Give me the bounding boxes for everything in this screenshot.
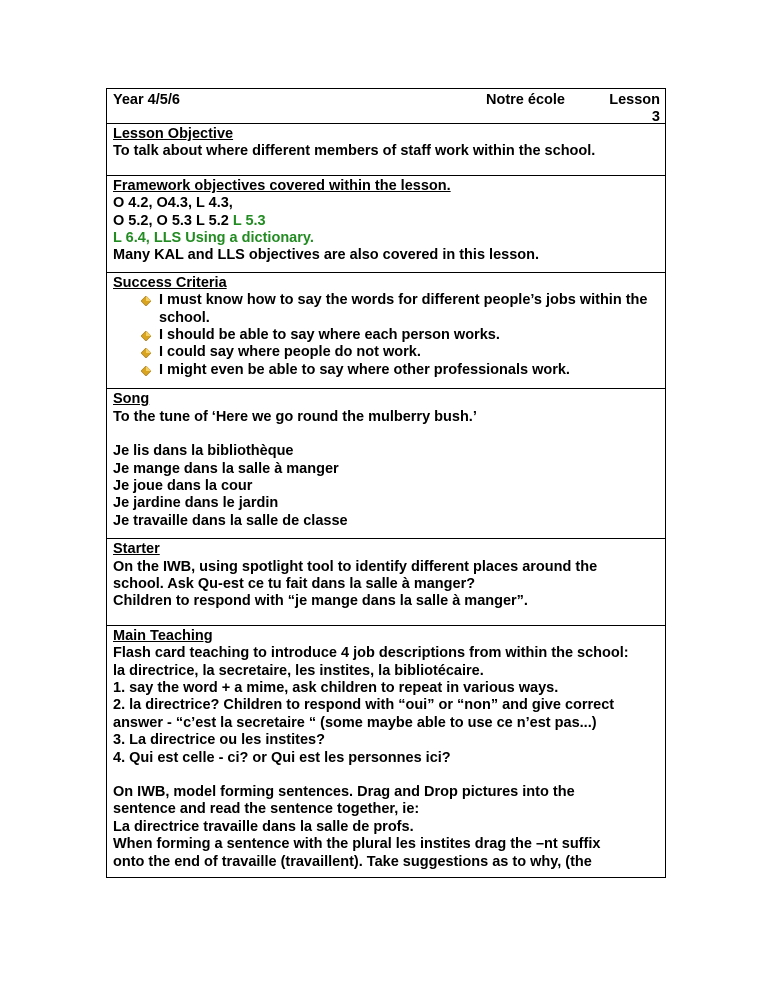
main-line: onto the end of travaille (travaillent). Take suggestions as to why, (the bbox=[113, 853, 592, 870]
main-line: 2. la directrice? Children to respond with “oui” or “non” and give correct bbox=[113, 697, 615, 714]
main-line: Flash card teaching to introduce 4 job descriptions from within the school: bbox=[113, 645, 629, 662]
diamond-bullet-icon bbox=[141, 366, 151, 376]
success-list bbox=[113, 292, 660, 379]
main-line: la directrice, la secretaire, les instites, la bibliotécaire. bbox=[113, 662, 484, 679]
framework-line-2-green: L 5.3 bbox=[232, 212, 266, 229]
framework-line-4: Many KAL and LLS objectives are also covered in this lesson. bbox=[113, 247, 540, 264]
topic-label: Notre école bbox=[486, 92, 565, 108]
diamond-bullet-icon bbox=[141, 296, 151, 306]
main-teaching-heading: Main Teaching bbox=[113, 627, 213, 644]
header-row bbox=[107, 89, 665, 124]
objective-heading: Lesson Objective bbox=[113, 126, 234, 142]
starter-heading: Starter bbox=[113, 541, 160, 558]
diamond-bullet-icon bbox=[141, 331, 151, 341]
main-line: sentence and read the sentence together, ie: bbox=[113, 801, 420, 818]
song-heading: Song bbox=[113, 391, 150, 408]
main-line: La directrice travaille dans la salle de profs. bbox=[113, 818, 414, 835]
objective-text: To talk about where different members of staff work within the school. bbox=[113, 143, 596, 160]
success-item bbox=[141, 292, 660, 327]
song-section bbox=[107, 389, 665, 539]
song-line: Je mange dans la salle à manger bbox=[113, 460, 339, 477]
main-line: 1. say the word + a mime, ask children to repeat in various ways. bbox=[113, 679, 559, 696]
framework-line-1: O 4.2, O4.3, L 4.3, bbox=[113, 195, 233, 212]
success-heading: Success Criteria bbox=[113, 274, 227, 291]
starter-section bbox=[107, 539, 665, 626]
song-line: Je joue dans la cour bbox=[113, 477, 253, 494]
main-teaching-section bbox=[107, 626, 665, 878]
starter-line: Children to respond with “je mange dans la salle à manger”. bbox=[113, 593, 528, 610]
success-item-text: I could say where people do not work. bbox=[159, 344, 421, 361]
framework-line-2-black: O 5.2, O 5.3 L 5.2 bbox=[113, 212, 233, 229]
main-line: On IWB, model forming sentences. Drag and Drop pictures into the bbox=[113, 784, 575, 800]
song-line: Je lis dans la bibliothèque bbox=[113, 443, 294, 460]
main-line: 4. Qui est celle - ci? or Qui est les personnes ici? bbox=[113, 749, 451, 766]
lesson-label: Lesson 3 bbox=[609, 92, 660, 126]
framework-heading: Framework objectives covered within the lesson. bbox=[113, 177, 451, 194]
success-item-text: I might even be able to say where other professionals work. bbox=[159, 361, 570, 378]
song-intro: To the tune of ‘Here we go round the mulberry bush.’ bbox=[113, 408, 477, 425]
year-label: Year 4/5/6 bbox=[113, 92, 180, 108]
objective-section bbox=[107, 124, 665, 176]
main-line: answer - “c’est la secretaire “ (some maybe able to use ce n’est pas...) bbox=[113, 714, 597, 731]
starter-line: school. Ask Qu-est ce tu fait dans la salle à manger? bbox=[113, 575, 476, 592]
success-item-text: I should be able to say where each person works. bbox=[159, 327, 500, 344]
diamond-bullet-icon bbox=[141, 348, 151, 358]
song-line: Je jardine dans le jardin bbox=[113, 495, 279, 512]
framework-line-3: L 6.4, LLS Using a dictionary. bbox=[113, 230, 314, 247]
success-item bbox=[141, 344, 660, 361]
framework-section bbox=[107, 176, 665, 273]
main-line: When forming a sentence with the plural les instites drag the –nt suffix bbox=[113, 836, 601, 853]
main-line: 3. La directrice ou les instites? bbox=[113, 732, 325, 749]
framework-line-2 bbox=[113, 213, 660, 230]
success-section bbox=[107, 273, 665, 389]
lesson-plan-table bbox=[106, 88, 666, 878]
success-item-text: I must know how to say the words for different people’s jobs within the school. bbox=[159, 292, 648, 326]
success-item bbox=[141, 362, 660, 379]
song-line: Je travaille dans la salle de classe bbox=[113, 512, 348, 529]
success-item bbox=[141, 327, 660, 344]
starter-line: On the IWB, using spotlight tool to identify different places around the bbox=[113, 558, 598, 575]
